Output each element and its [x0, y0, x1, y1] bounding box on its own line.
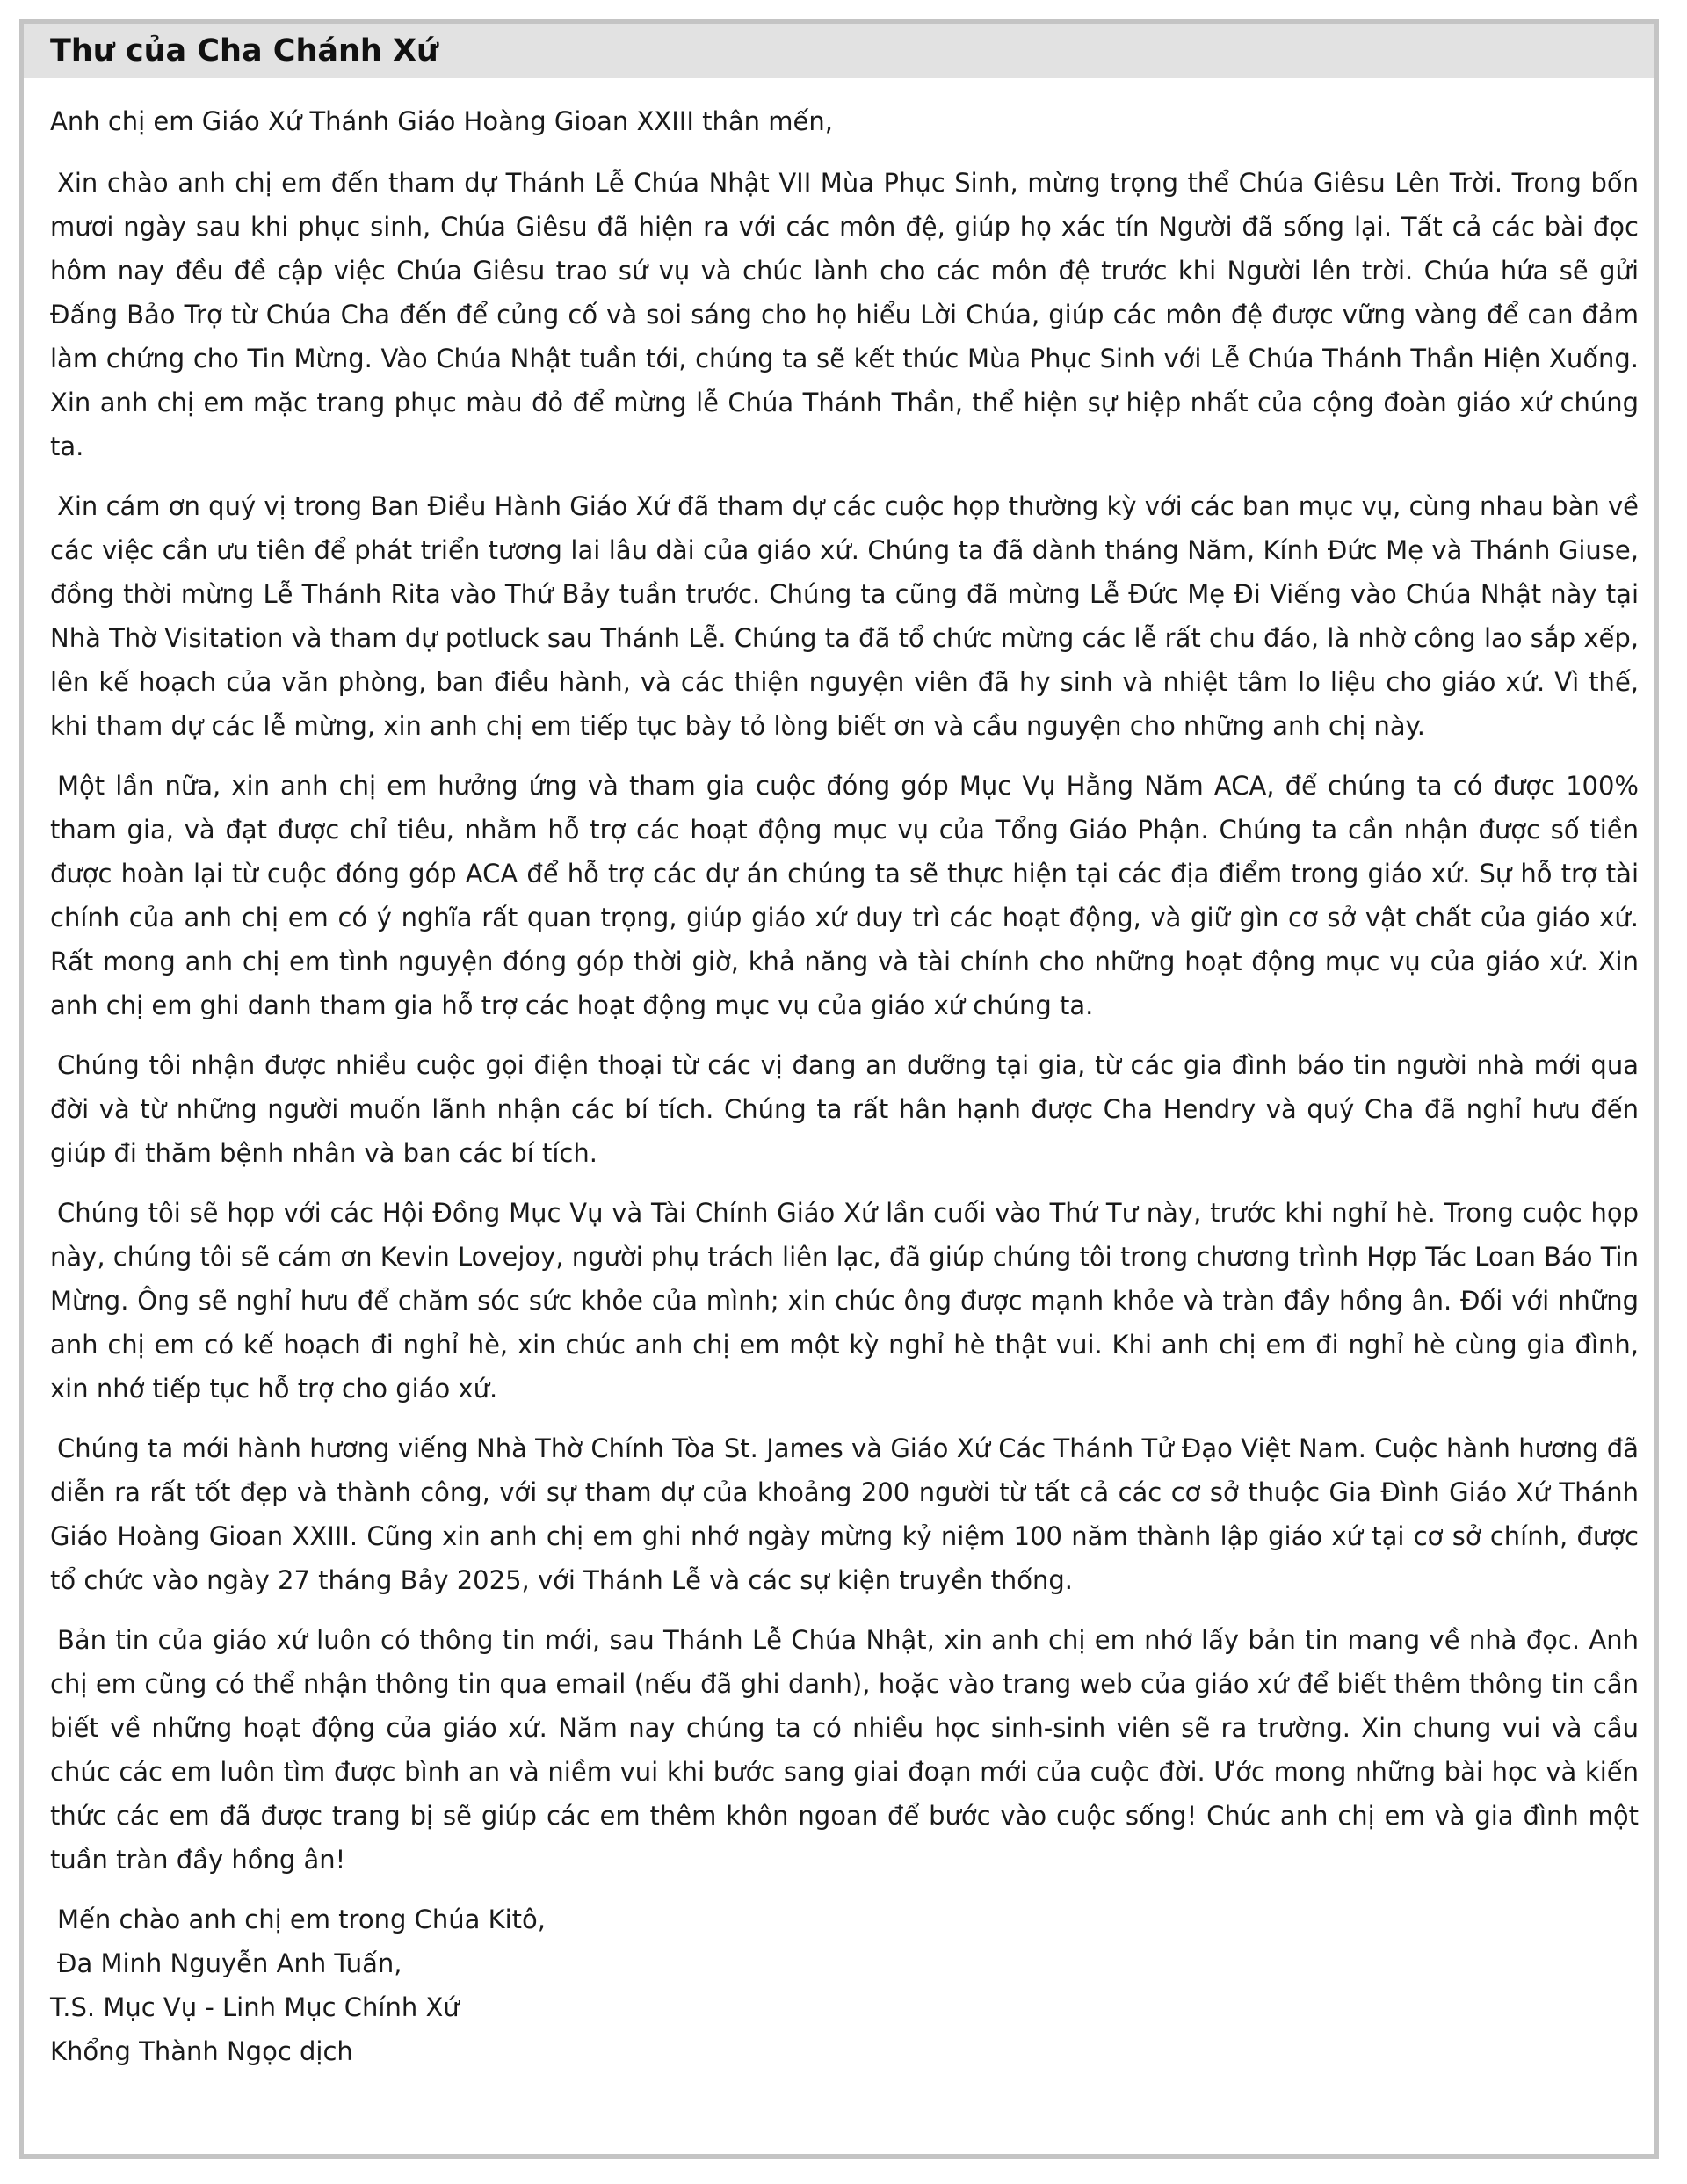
- letter-frame: [19, 19, 1659, 2159]
- page-title: Thư của Cha Chánh Xứ: [50, 33, 438, 69]
- letter-paragraph: Xin chào anh chị em đến tham dự Thánh Lễ Chúa Nhật VII Mùa Phục Sinh, mừng trọng thể Chúa Giêsu Lên Trời. Trong bốn mươi ngày sau khi phục sinh, Chúa Giêsu đã hiện ra với các môn đệ, giúp họ xác tín Người đã sống lại. Tất cả các bài đọc hôm nay đều đề cập việc Chúa Giêsu trao sứ vụ và chúc lành cho các môn đệ trước khi Người lên trời. Chúa hứa sẽ gửi Đấng Bảo Trợ từ Chúa Cha đến để củng cố và soi sáng cho họ hiểu Lời Chúa, giúp các môn đệ được vững vàng để can đảm làm chứng cho Tin Mừng. Vào Chúa Nhật tuần tới, chúng ta sẽ kết thúc Mùa Phục Sinh với Lễ Chúa Thánh Thần Hiện Xuống. Xin anh chị em mặc trang phục màu đỏ để mừng lễ Chúa Thánh Thần, thể hiện sự hiệp nhất của cộng đoàn giáo xứ chúng ta.: [50, 168, 1639, 461]
- letter-header: [24, 24, 1654, 78]
- signoff-closing: Mến chào anh chị em trong Chúa Kitô,: [57, 1905, 546, 1934]
- letter-paragraph: Chúng ta mới hành hương viếng Nhà Thờ Chính Tòa St. James và Giáo Xứ Các Thánh Tử Đạo Việt Nam. Cuộc hành hương đã diễn ra rất tốt đẹp và thành công, với sự tham dự của khoảng 200 người từ tất cả các cơ sở thuộc Gia Đình Giáo Xứ Thánh Giáo Hoàng Gioan XXIII. Cũng xin anh chị em ghi nhớ ngày mừng kỷ niệm 100 năm thành lập giáo xứ tại cơ sở chính, được tổ chức vào ngày 27 tháng Bảy 2025, với Thánh Lễ và các sự kiện truyền thống.: [50, 1433, 1639, 1595]
- letter-paragraph: Bản tin của giáo xứ luôn có thông tin mới, sau Thánh Lễ Chúa Nhật, xin anh chị em nhớ lấy bản tin mang về nhà đọc. Anh chị em cũng có thể nhận thông tin qua email (nếu đã ghi danh), hoặc vào trang web của giáo xứ để biết thêm thông tin cần biết về những hoạt động của giáo xứ. Năm nay chúng ta có nhiều học sinh-sinh viên sẽ ra trường. Xin chung vui và cầu chúc các em luôn tìm được bình an và niềm vui khi bước sang giai đoạn mới của cuộc đời. Ước mong những bài học và kiến thức các em đã được trang bị sẽ giúp các em thêm khôn ngoan để bước vào cuộc sống! Chúc anh chị em và gia đình một tuần tràn đầy hồng ân!: [50, 1625, 1639, 1875]
- letter-body: [24, 78, 1654, 2073]
- letter-greeting: Anh chị em Giáo Xứ Thánh Giáo Hoàng Gioan XXIII thân mến,: [50, 106, 833, 136]
- letter-signoff: [50, 1897, 1639, 2073]
- signoff-name: Đa Minh Nguyễn Anh Tuấn,: [57, 1948, 402, 1978]
- letter-paragraph: Chúng tôi nhận được nhiều cuộc gọi điện thoại từ các vị đang an dưỡng tại gia, từ các gia đình báo tin người nhà mới qua đời và từ những người muốn lãnh nhận các bí tích. Chúng ta rất hân hạnh được Cha Hendry và quý Cha đã nghỉ hưu đến giúp đi thăm bệnh nhân và ban các bí tích.: [50, 1050, 1639, 1168]
- signoff-translator: Khổng Thành Ngọc dịch: [50, 2036, 353, 2066]
- signoff-title: T.S. Mục Vụ - Linh Mục Chính Xứ: [50, 1992, 460, 2022]
- letter-paragraph: Xin cám ơn quý vị trong Ban Điều Hành Giáo Xứ đã tham dự các cuộc họp thường kỳ với các ban mục vụ, cùng nhau bàn về các việc cần ưu tiên để phát triển tương lai lâu dài của giáo xứ. Chúng ta đã dành tháng Năm, Kính Đức Mẹ và Thánh Giuse, đồng thời mừng Lễ Thánh Rita vào Thứ Bảy tuần trước. Chúng ta cũng đã mừng Lễ Đức Mẹ Đi Viếng vào Chúa Nhật này tại Nhà Thờ Visitation và tham dự potluck sau Thánh Lễ. Chúng ta đã tổ chức mừng các lễ rất chu đáo, là nhờ công lao sắp xếp, lên kế hoạch của văn phòng, ban điều hành, và các thiện nguyện viên đã hy sinh và nhiệt tâm lo liệu cho giáo xứ. Vì thế, khi tham dự các lễ mừng, xin anh chị em tiếp tục bày tỏ lòng biết ơn và cầu nguyện cho những anh chị này.: [50, 491, 1639, 741]
- letter-paragraph: Một lần nữa, xin anh chị em hưởng ứng và tham gia cuộc đóng góp Mục Vụ Hằng Năm ACA, để chúng ta có được 100% tham gia, và đạt được chỉ tiêu, nhằm hỗ trợ các hoạt động mục vụ của Tổng Giáo Phận. Chúng ta cần nhận được số tiền được hoàn lại từ cuộc đóng góp ACA để hỗ trợ các dự án chúng ta sẽ thực hiện tại các địa điểm trong giáo xứ. Sự hỗ trợ tài chính của anh chị em có ý nghĩa rất quan trọng, giúp giáo xứ duy trì các hoạt động, và giữ gìn cơ sở vật chất của giáo xứ. Rất mong anh chị em tình nguyện đóng góp thời giờ, khả năng và tài chính cho những hoạt động mục vụ của giáo xứ. Xin anh chị em ghi danh tham gia hỗ trợ các hoạt động mục vụ của giáo xứ chúng ta.: [50, 771, 1639, 1020]
- letter-paragraph: Chúng tôi sẽ họp với các Hội Đồng Mục Vụ và Tài Chính Giáo Xứ lần cuối vào Thứ Tư này, trước khi nghỉ hè. Trong cuộc họp này, chúng tôi sẽ cám ơn Kevin Lovejoy, người phụ trách liên lạc, đã giúp chúng tôi trong chương trình Hợp Tác Loan Báo Tin Mừng. Ông sẽ nghỉ hưu để chăm sóc sức khỏe của mình; xin chúc ông được mạnh khỏe và tràn đầy hồng ân. Đối với những anh chị em có kế hoạch đi nghỉ hè, xin chúc anh chị em một kỳ nghỉ hè thật vui. Khi anh chị em đi nghỉ hè cùng gia đình, xin nhớ tiếp tục hỗ trợ cho giáo xứ.: [50, 1198, 1639, 1404]
